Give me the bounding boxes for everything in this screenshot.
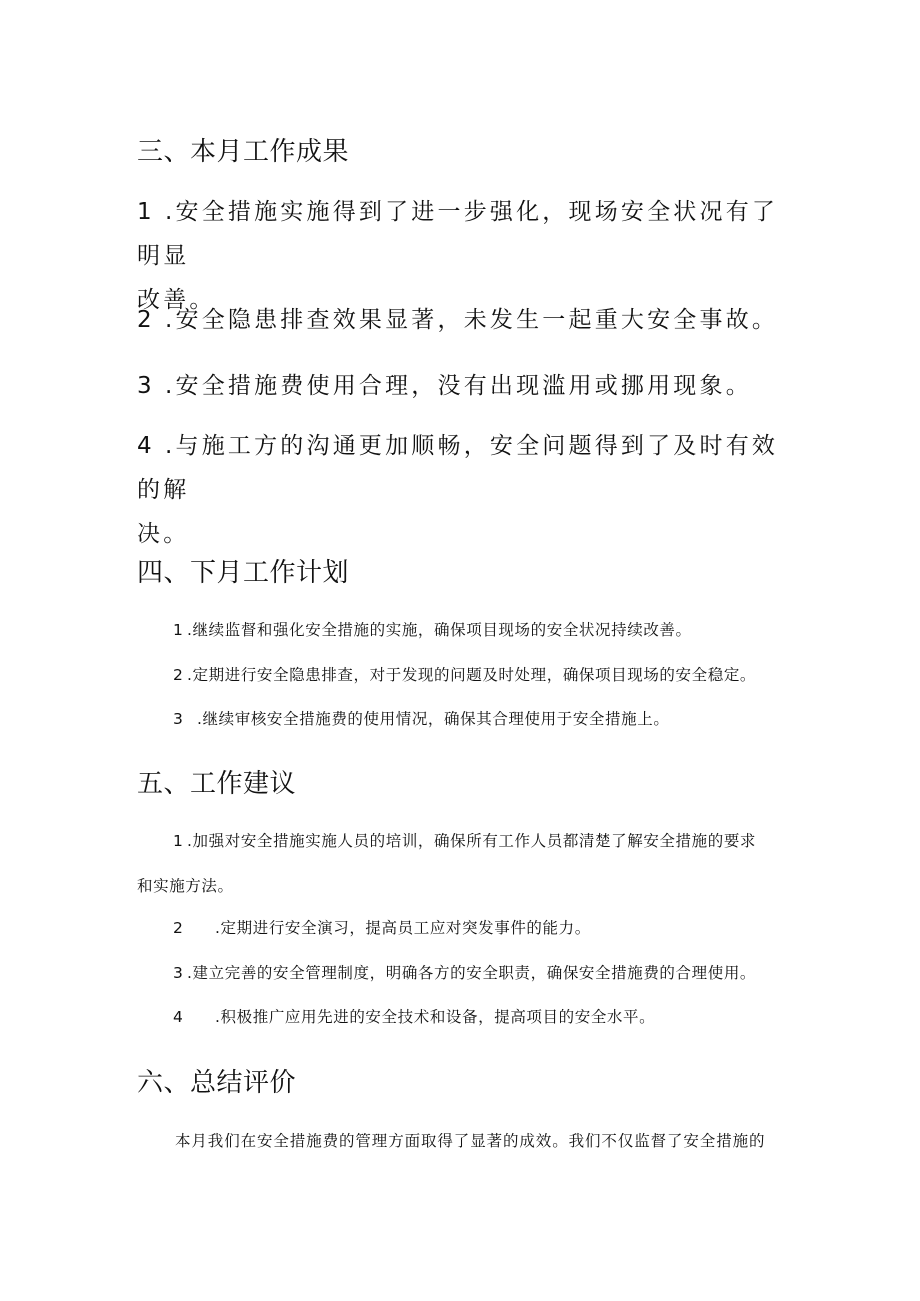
item-number: 2 [173,666,184,684]
s5-item-4 [173,1007,813,1027]
section-6-heading: 六、总结评价 [137,1068,297,1098]
section-3-heading: 三、本月工作成果 [137,137,350,167]
item-text: .继续审核安全措施费的使用情况，确保其合理使用于安全措施上。 [197,710,670,728]
item-number: 1 [173,832,184,850]
item-text: .安全措施实施得到了进一步强化，现场安全状况有了明显 [137,199,779,269]
s3-item-4 [137,424,797,556]
item-text: .安全措施费使用合理，没有出现滥用或挪用现象。 [165,373,752,399]
s5-item-1 [173,831,813,851]
item-text: .继续监督和强化安全措施的实施，确保项目现场的安全状况持续改善。 [187,621,692,639]
item-text: .定期进行安全隐患排查，对于发现的问题及时处理，确保项目现场的安全稳定。 [187,666,757,684]
item-text: .积极推广应用先进的安全技术和设备，提高项目的安全水平。 [215,1008,656,1026]
item-number: 2 [173,919,184,937]
item-number: 3 [173,710,184,728]
s5-item-3 [173,963,813,983]
item-number: 4 [137,433,155,459]
item-number: 4 [173,1008,184,1026]
item-text-continued: 决。 [137,521,190,547]
item-number: 3 [173,964,184,982]
s5-item-2 [173,918,813,938]
item-text-continued: 改善。 [137,287,216,313]
s4-item-3 [173,709,813,729]
section-4-heading: 四、下月工作计划 [137,558,350,588]
item-text: .定期进行安全演习，提高员工应对突发事件的能力。 [215,919,591,937]
item-text: .安全隐患排查效果显著，未发生一起重大安全事故。 [165,307,779,333]
item-text: .建立完善的安全管理制度，明确各方的安全职责，确保安全措施费的合理使用。 [187,964,757,982]
s5-item-1-continued: 和实施方法。 [137,877,234,895]
section-5-heading: 五、工作建议 [137,769,297,799]
item-number: 3 [137,373,155,399]
s4-item-2 [173,665,813,685]
s3-item-2 [137,298,797,342]
item-text: .与施工方的沟通更加顺畅，安全问题得到了及时有效的解 [137,433,779,503]
summary-paragraph: 本月我们在安全措施费的管理方面取得了显著的成效。我们不仅监督了安全措施的 [175,1132,766,1150]
s3-item-3 [137,364,797,408]
item-number: 1 [173,621,184,639]
item-text: .加强对安全措施实施人员的培训，确保所有工作人员都清楚了解安全措施的要求 [187,832,757,850]
s4-item-1 [173,620,813,640]
item-number: 1 [137,199,155,225]
item-number: 2 [137,307,155,333]
